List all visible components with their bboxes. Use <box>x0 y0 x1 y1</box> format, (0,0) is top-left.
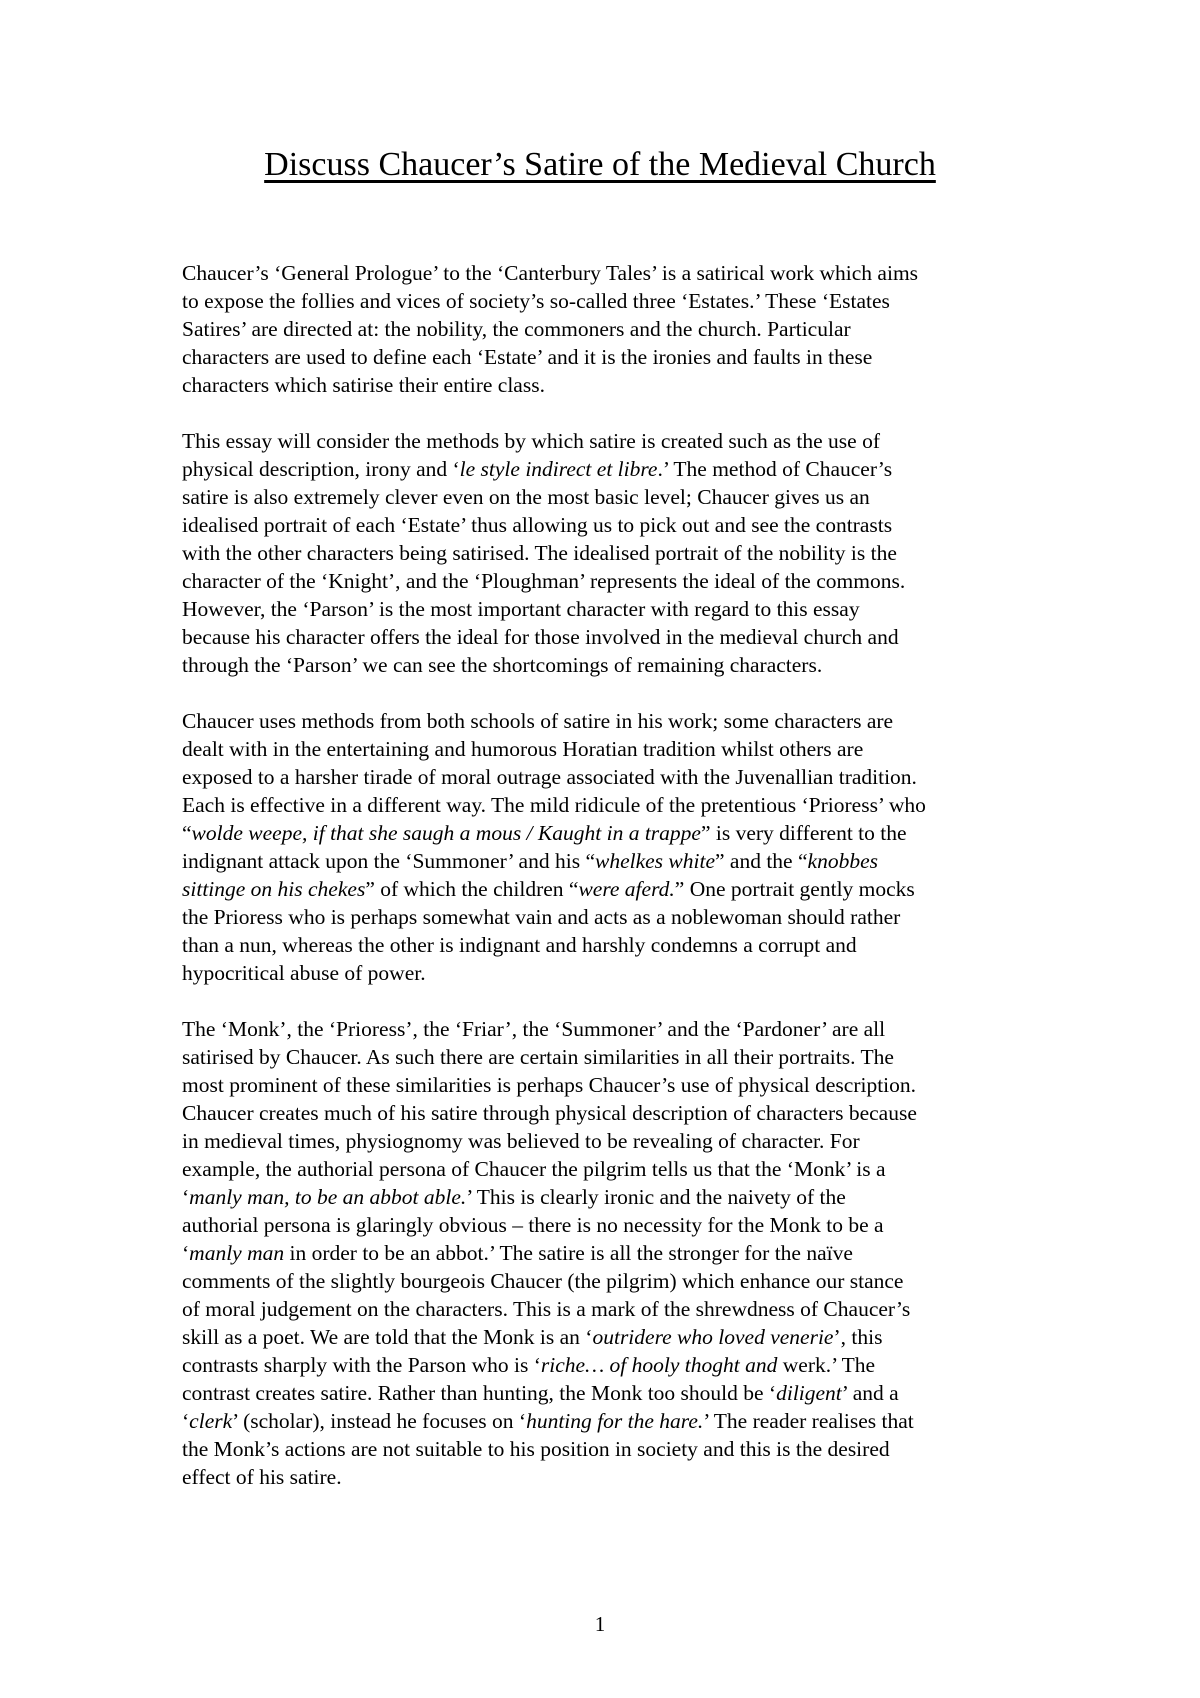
text-line <box>182 959 1032 987</box>
text-run: dealt with in the entertaining and humorous Horatian tradition whilst others are <box>182 737 864 761</box>
text-line <box>182 819 1032 847</box>
text-run: to expose the follies and vices of society’s so-called three ‘Estates.’ These ‘Estates <box>182 289 890 313</box>
text-line <box>182 371 1032 399</box>
italic-quote: manly man, to be an abbot able. <box>189 1185 467 1209</box>
text-run: because his character offers the ideal for those involved in the medieval church and <box>182 625 899 649</box>
italic-quote: diligent <box>776 1381 842 1405</box>
text-line <box>182 343 1032 371</box>
text-run: the Prioress who is perhaps somewhat vain and acts as a noblewoman should rather <box>182 905 901 929</box>
text-run: with the other characters being satirised. The idealised portrait of the nobility is the <box>182 541 897 565</box>
text-line <box>182 287 1032 315</box>
text-line <box>182 1127 1032 1155</box>
text-line <box>182 931 1032 959</box>
text-run: ’, this <box>833 1325 883 1349</box>
text-line <box>182 847 1032 875</box>
text-run: ’ (scholar), instead he focuses on ‘ <box>232 1409 527 1433</box>
text-line <box>182 1239 1032 1267</box>
text-run: characters which satirise their entire class. <box>182 373 545 397</box>
text-run: contrasts sharply with the Parson who is ‘ <box>182 1353 541 1377</box>
paragraph <box>182 1015 1032 1491</box>
text-line <box>182 315 1032 343</box>
text-line <box>182 1435 1032 1463</box>
text-line <box>182 1071 1032 1099</box>
text-run: most prominent of these similarities is perhaps Chaucer’s use of physical description. <box>182 1073 917 1097</box>
text-run: ‘ <box>182 1241 190 1265</box>
text-line <box>182 1015 1032 1043</box>
text-run: ’ and a <box>841 1381 899 1405</box>
text-line <box>182 1155 1032 1183</box>
text-run: in order to be an abbot.’ The satire is all the stronger for the naïve <box>284 1241 853 1265</box>
italic-quote: outridere who loved venerie <box>592 1325 834 1349</box>
text-run: .’ The method of Chaucer’s <box>657 457 893 481</box>
paragraph <box>182 259 1032 399</box>
text-line <box>182 455 1032 483</box>
text-run: ‘ <box>182 1185 190 1209</box>
text-line <box>182 735 1032 763</box>
text-run: satire is also extremely clever even on the most basic level; Chaucer gives us an <box>182 485 870 509</box>
italic-quote: riche… of hooly thoght and <box>540 1353 778 1377</box>
paragraph <box>182 427 1032 679</box>
text-run: The ‘Monk’, the ‘Prioress’, the ‘Friar’, the ‘Summoner’ and the ‘Pardoner’ are all <box>182 1017 886 1041</box>
text-line <box>182 1211 1032 1239</box>
text-line <box>182 1099 1032 1127</box>
text-run: effect of his satire. <box>182 1465 342 1489</box>
essay-body <box>182 259 1032 1519</box>
text-line <box>182 791 1032 819</box>
text-line <box>182 707 1032 735</box>
paragraph <box>182 707 1032 987</box>
italic-quote: whelkes white <box>594 849 715 873</box>
text-line <box>182 1351 1032 1379</box>
text-line <box>182 483 1032 511</box>
text-run: skill as a poet. We are told that the Monk is an ‘ <box>182 1325 593 1349</box>
text-run: ’ This is clearly ironic and the naivety of the <box>466 1185 846 1209</box>
text-line <box>182 1295 1032 1323</box>
text-run: werk.’ The <box>777 1353 876 1377</box>
text-line <box>182 511 1032 539</box>
text-run: ‘ <box>182 1409 190 1433</box>
text-run: through the ‘Parson’ we can see the shortcomings of remaining characters. <box>182 653 823 677</box>
text-run: However, the ‘Parson’ is the most important character with regard to this essay <box>182 597 860 621</box>
text-line <box>182 1267 1032 1295</box>
text-line <box>182 567 1032 595</box>
text-run: ” is very different to the <box>700 821 907 845</box>
text-line <box>182 1043 1032 1071</box>
text-line <box>182 1379 1032 1407</box>
text-run: hypocritical abuse of power. <box>182 961 426 985</box>
text-line <box>182 903 1032 931</box>
text-line <box>182 1323 1032 1351</box>
text-run: contrast creates satire. Rather than hunting, the Monk too should be ‘ <box>182 1381 777 1405</box>
text-run: “ <box>182 821 192 845</box>
text-run: Chaucer uses methods from both schools of satire in his work; some characters are <box>182 709 894 733</box>
text-run: This essay will consider the methods by which satire is created such as the use of <box>182 429 880 453</box>
text-run: Chaucer creates much of his satire through physical description of characters because <box>182 1101 917 1125</box>
text-run: than a nun, whereas the other is indignant and harshly condemns a corrupt and <box>182 933 857 957</box>
text-line <box>182 763 1032 791</box>
text-line <box>182 1407 1032 1435</box>
text-run: ” of which the children “ <box>365 877 579 901</box>
text-run: Chaucer’s ‘General Prologue’ to the ‘Canterbury Tales’ is a satirical work which aims <box>182 261 919 285</box>
text-line <box>182 259 1032 287</box>
page-title: Discuss Chaucer’s Satire of the Medieval Church <box>264 146 936 183</box>
text-run: ” One portrait gently mocks <box>674 877 915 901</box>
italic-quote: le style indirect et libre <box>459 457 658 481</box>
italic-quote: clerk <box>189 1409 233 1433</box>
text-run: physical description, irony and ‘ <box>182 457 460 481</box>
text-run: in medieval times, physiognomy was believed to be revealing of character. For <box>182 1129 860 1153</box>
text-line <box>182 875 1032 903</box>
text-line <box>182 1463 1032 1491</box>
italic-quote: manly man <box>189 1241 285 1265</box>
text-run: character of the ‘Knight’, and the ‘Ploughman’ represents the ideal of the commons. <box>182 569 906 593</box>
italic-quote: wolde weepe, if that she saugh a mous / Kaught in a trappe <box>191 821 701 845</box>
text-run: idealised portrait of each ‘Estate’ thus allowing us to pick out and see the contrasts <box>182 513 893 537</box>
text-run: example, the authorial persona of Chaucer the pilgrim tells us that the ‘Monk’ is a <box>182 1157 886 1181</box>
text-run: characters are used to define each ‘Estate’ and it is the ironies and faults in these <box>182 345 873 369</box>
text-run: the Monk’s actions are not suitable to his position in society and this is the desired <box>182 1437 890 1461</box>
text-run: satirised by Chaucer. As such there are certain similarities in all their portraits. The <box>182 1045 894 1069</box>
text-run: Satires’ are directed at: the nobility, the commoners and the church. Particular <box>182 317 851 341</box>
italic-quote: were aferd. <box>578 877 675 901</box>
italic-quote: knobbes <box>807 849 878 873</box>
text-run: ’ The reader realises that <box>703 1409 914 1433</box>
text-run: Each is effective in a different way. The mild ridicule of the pretentious ‘Prioress’ who <box>182 793 926 817</box>
text-run: indignant attack upon the ‘Summoner’ and his “ <box>182 849 595 873</box>
italic-quote: hunting for the hare. <box>526 1409 704 1433</box>
text-line <box>182 539 1032 567</box>
italic-quote: sittinge on his chekes <box>182 877 366 901</box>
text-line <box>182 595 1032 623</box>
text-line <box>182 623 1032 651</box>
text-line <box>182 1183 1032 1211</box>
page-number: 1 <box>594 1612 606 1636</box>
text-line <box>182 427 1032 455</box>
text-run: of moral judgement on the characters. This is a mark of the shrewdness of Chaucer’s <box>182 1297 911 1321</box>
text-run: comments of the slightly bourgeois Chaucer (the pilgrim) which enhance our stance <box>182 1269 904 1293</box>
text-run: ” and the “ <box>715 849 808 873</box>
text-run: exposed to a harsher tirade of moral outrage associated with the Juvenallian tradition. <box>182 765 917 789</box>
text-run: authorial persona is glaringly obvious – there is no necessity for the Monk to be a <box>182 1213 884 1237</box>
text-line <box>182 651 1032 679</box>
